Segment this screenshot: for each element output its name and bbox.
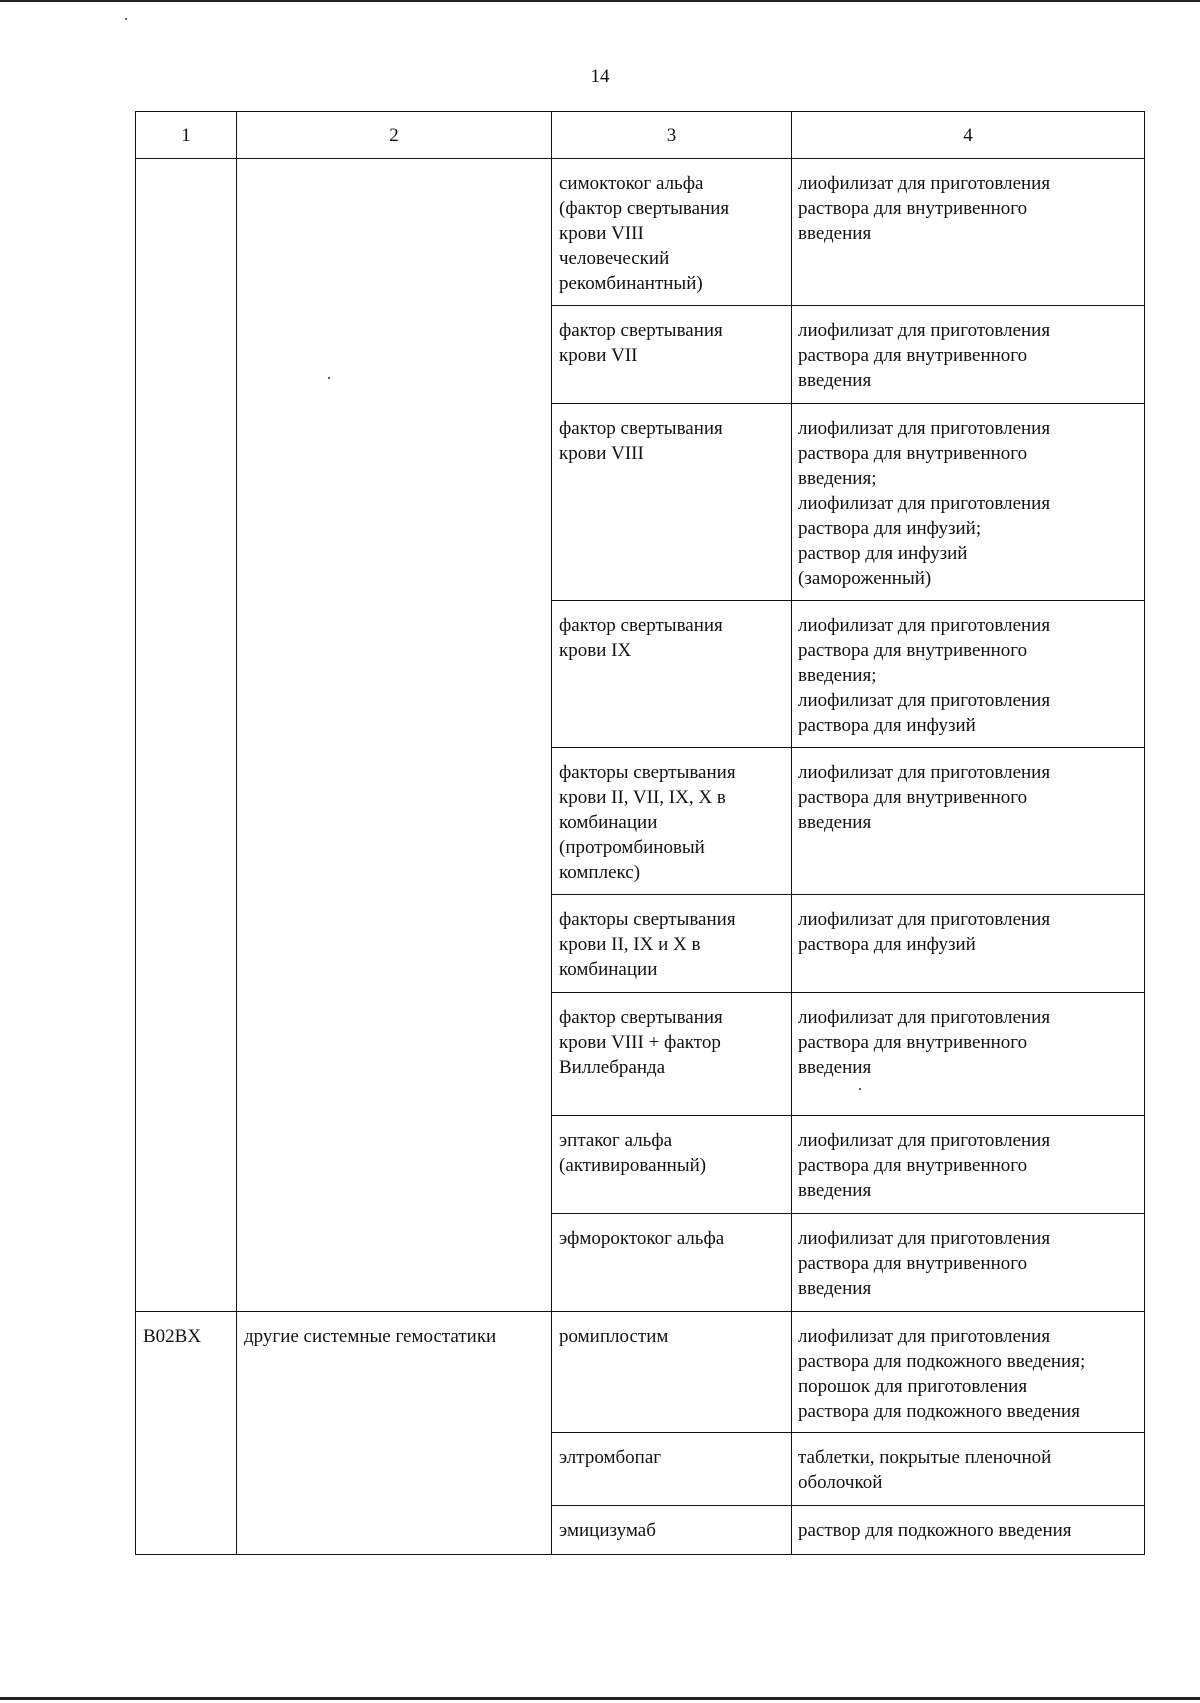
atc-code-cell	[136, 1312, 237, 1555]
dosage-form-line: раствора для внутривенного	[798, 1253, 1028, 1274]
dosage-form-line: лиофилизат для приготовления	[798, 1228, 1051, 1249]
dosage-form-cell	[792, 1214, 1145, 1312]
dosage-form-line: (замороженный)	[798, 568, 932, 589]
table-row	[136, 159, 1145, 306]
dosage-form-line: лиофилизат для приготовления	[798, 690, 1051, 711]
dosage-form-cell	[792, 601, 1145, 748]
dosage-form-line: раствора для внутривенного	[798, 1155, 1028, 1176]
dosage-form-cell	[792, 895, 1145, 993]
substance-cell	[552, 1433, 792, 1506]
substance-name-line: фактор свертывания	[559, 1007, 723, 1028]
dosage-form-line: раствора для внутривенного	[798, 1032, 1028, 1053]
dosage-form-line: введения;	[798, 468, 877, 489]
dosage-form-line: раствора для подкожного введения	[798, 1401, 1080, 1422]
medication-table	[135, 111, 1145, 1555]
dosage-form-line: оболочкой	[798, 1472, 883, 1493]
atc-code-cell	[136, 159, 237, 1312]
substance-name-line: крови VIII	[559, 443, 644, 464]
substance-name-line: симоктоког альфа	[559, 173, 704, 194]
substance-name-line: фактор свертывания	[559, 418, 723, 439]
page-number: 14	[590, 66, 610, 87]
substance-cell	[552, 993, 792, 1116]
substance-cell	[552, 601, 792, 748]
dosage-form-line: введения	[798, 1180, 872, 1201]
dosage-form-line: введения	[798, 812, 872, 833]
substance-cell	[552, 159, 792, 306]
dosage-form-line: раствора для инфузий;	[798, 518, 982, 539]
table-body	[136, 159, 1145, 1555]
dosage-form-line: раствора для внутривенного	[798, 640, 1028, 661]
dosage-form-line: лиофилизат для приготовления	[798, 762, 1051, 783]
substance-cell	[552, 748, 792, 895]
substance-name-line: крови VIII	[559, 223, 644, 244]
substance-name-line: факторы свертывания	[559, 762, 736, 783]
header-col-3: 3	[552, 112, 792, 159]
dosage-form-line: лиофилизат для приготовления	[798, 1007, 1051, 1028]
substance-name-line: эмицизумаб	[559, 1520, 656, 1541]
dosage-form-cell	[792, 1116, 1145, 1214]
substance-name-line: (протромбиновый	[559, 837, 705, 858]
header-col-2: 2	[237, 112, 552, 159]
dosage-form-cell	[792, 306, 1145, 404]
dosage-form-line: раствор для инфузий	[798, 543, 968, 564]
dosage-form-line: раствора для инфузий	[798, 715, 976, 736]
substance-name-line: фактор свертывания	[559, 615, 723, 636]
substance-name-line: крови II, IX и X в	[559, 934, 701, 955]
substance-name-line: элтромбопаг	[559, 1447, 662, 1468]
substance-name-line: человеческий	[559, 248, 670, 269]
table-row	[136, 1312, 1145, 1433]
dosage-form-line: введения;	[798, 665, 877, 686]
dosage-form-line: лиофилизат для приготовления	[798, 493, 1051, 514]
group-name-cell	[237, 159, 552, 1312]
dosage-form-line: раствора для внутривенного	[798, 345, 1028, 366]
substance-name-line: комбинации	[559, 959, 658, 980]
substance-name-line: (фактор свертывания	[559, 198, 730, 219]
dosage-form-cell	[792, 1433, 1145, 1506]
dosage-form-cell	[792, 159, 1145, 306]
substance-name-line: Виллебранда	[559, 1057, 666, 1078]
substance-cell	[552, 306, 792, 404]
substance-cell	[552, 1506, 792, 1555]
group-name	[237, 159, 551, 179]
dosage-form-line: лиофилизат для приготовления	[798, 173, 1051, 194]
substance-cell	[552, 404, 792, 601]
page-bottom-border	[0, 1697, 1200, 1700]
dosage-form-line: раствора для подкожного введения;	[798, 1351, 1086, 1372]
header-col-4: 4	[792, 112, 1145, 159]
substance-cell	[552, 1312, 792, 1433]
substance-name-line: крови VII	[559, 345, 638, 366]
dosage-form-line: раствора для инфузий	[798, 934, 976, 955]
substance-name-line: рекомбинантный)	[559, 273, 703, 294]
dosage-form-cell	[792, 404, 1145, 601]
substance-cell	[552, 1116, 792, 1214]
dosage-form-line: лиофилизат для приготовления	[798, 418, 1051, 439]
dosage-form-line: лиофилизат для приготовления	[798, 909, 1051, 930]
atc-code	[136, 159, 236, 179]
dosage-form-line: введения	[798, 223, 872, 244]
dosage-form-line: раствора для внутривенного	[798, 787, 1028, 808]
substance-name-line: (активированный)	[559, 1155, 707, 1176]
dosage-form-line: лиофилизат для приготовления	[798, 615, 1051, 636]
dosage-form-line: раствора для внутривенного	[798, 443, 1028, 464]
page-top-border	[0, 0, 1200, 2]
dosage-form-cell	[792, 1506, 1145, 1555]
group-name: другие системные гемостатики	[244, 1326, 497, 1347]
dosage-form-line: таблетки, покрытые пленочной	[798, 1447, 1052, 1468]
scan-speck	[125, 18, 127, 20]
substance-name-line: ромиплостим	[559, 1326, 669, 1347]
substance-name-line: крови VIII + фактор	[559, 1032, 721, 1053]
dosage-form-line: введения	[798, 370, 872, 391]
substance-name-line: факторы свертывания	[559, 909, 736, 930]
dosage-form-line: раствора для внутривенного	[798, 198, 1028, 219]
dosage-form-line: раствор для подкожного введения	[798, 1520, 1072, 1541]
header-row	[136, 112, 1145, 159]
substance-name-line: эптаког альфа	[559, 1130, 673, 1151]
header-col-1: 1	[136, 112, 237, 159]
substance-name-line: крови IX	[559, 640, 632, 661]
dosage-form-line: введения	[798, 1278, 872, 1299]
substance-name-line: фактор свертывания	[559, 320, 723, 341]
atc-code: B02BX	[143, 1326, 202, 1347]
dosage-form-line: лиофилизат для приготовления	[798, 1326, 1051, 1347]
dosage-form-line: введения	[798, 1057, 872, 1078]
dosage-form-cell	[792, 1312, 1145, 1433]
substance-name-line: комбинации	[559, 812, 658, 833]
substance-name-line: комплекс)	[559, 862, 641, 883]
substance-name-line: крови II, VII, IX, X в	[559, 787, 726, 808]
dosage-form-line: лиофилизат для приготовления	[798, 1130, 1051, 1151]
substance-cell	[552, 1214, 792, 1312]
dosage-form-cell	[792, 993, 1145, 1116]
group-name-cell	[237, 1312, 552, 1555]
dosage-form-line: лиофилизат для приготовления	[798, 320, 1051, 341]
substance-cell	[552, 895, 792, 993]
substance-name-line: эфмороктоког альфа	[559, 1228, 725, 1249]
dosage-form-line: порошок для приготовления	[798, 1376, 1028, 1397]
dosage-form-cell	[792, 748, 1145, 895]
